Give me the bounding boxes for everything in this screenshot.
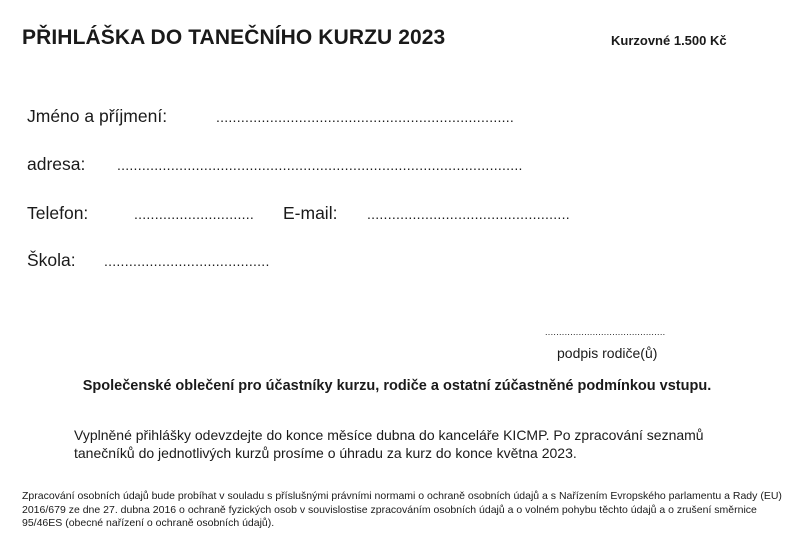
address-label: adresa: bbox=[27, 154, 86, 174]
phone-field[interactable]: ............................. bbox=[134, 206, 255, 222]
signature-label: podpis rodiče(ů) bbox=[557, 345, 658, 361]
gdpr-notice: Zpracování osobních údajů bude probíhat v souladu s příslušnými právními normami o ochraně osobních údajů a s Nařízením Evropského parlamentu a Rady (EU) 2016/679 ze dne 27. dubna 2016 o ochraně fyzických osob v souvislostise zpracováním osobních údajů a o volném pohybu těchto údajů a o zrušení směrnice 95/46ES (obecné nařízení o ochraně osobních údajů). bbox=[22, 490, 782, 529]
name-label: Jméno a příjmení: bbox=[27, 106, 168, 126]
name-field[interactable]: ........................................................................ bbox=[216, 109, 515, 125]
dress-code-notice: Společenské oblečení pro účastníky kurzu, rodiče a ostatní zúčastněné podmínkou vstupu. bbox=[82, 378, 712, 394]
email-field[interactable]: ................................................. bbox=[367, 206, 570, 222]
course-price: Kurzovné 1.500 Kč bbox=[611, 33, 727, 48]
form-title: PŘIHLÁŠKA DO TANEČNÍHO KURZU 2023 bbox=[22, 26, 446, 49]
email-label: E-mail: bbox=[283, 203, 338, 223]
address-field[interactable]: .................................................................................................. bbox=[117, 157, 523, 173]
school-label: Škola: bbox=[27, 250, 76, 270]
signature-line[interactable]: ........................................... bbox=[545, 327, 666, 337]
instructions-text: Vyplněné přihlášky odevzdejte do konce měsíce dubna do kanceláře KICMP. Po zpracování seznamů tanečníků do jednotlivých kurzů prosíme o úhradu za kurz do konce května 2023. bbox=[74, 427, 704, 461]
school-field[interactable]: ........................................ bbox=[104, 253, 270, 269]
phone-label: Telefon: bbox=[27, 203, 89, 223]
